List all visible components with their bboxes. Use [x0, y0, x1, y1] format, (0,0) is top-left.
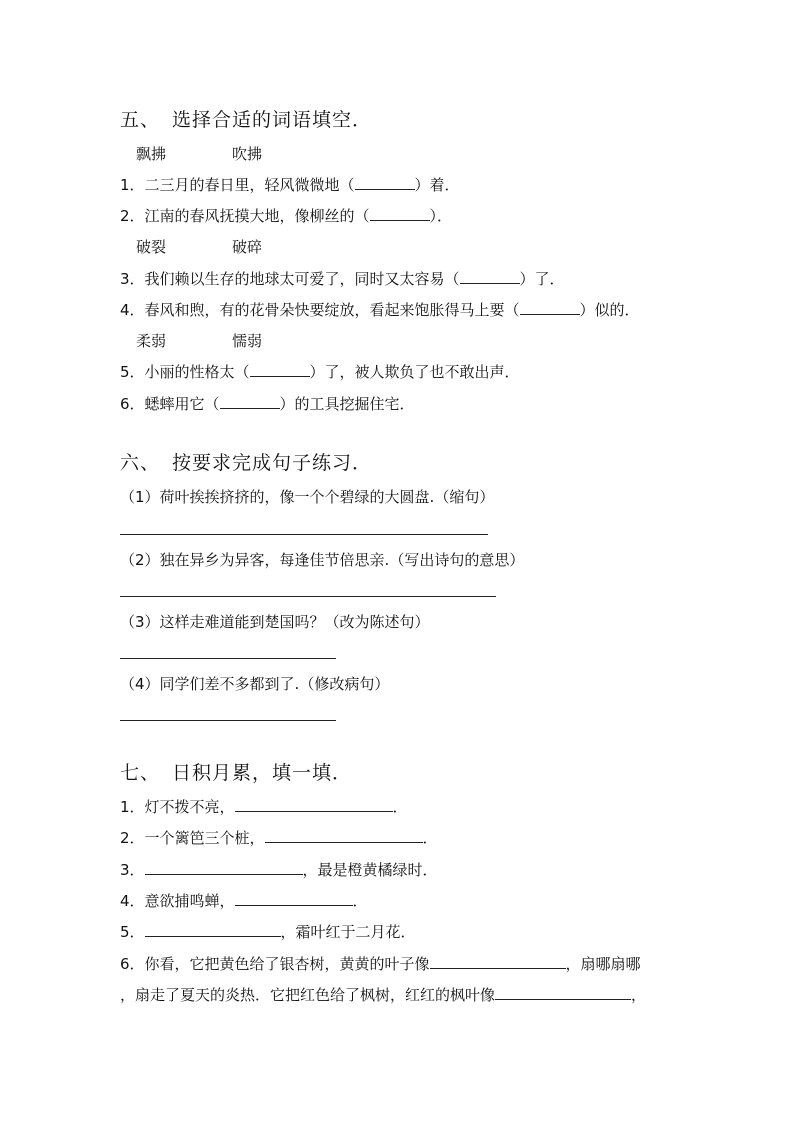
question-item: 5．小丽的性格太（ ）了，被人欺负了也不敢出声． [120, 363, 520, 381]
word-option: 破裂 [136, 238, 167, 256]
exercise-prompt: （1）荷叶挨挨挤挤的，像一个个碧绿的大圆盘.（缩句） [120, 488, 495, 506]
answer-blank[interactable] [145, 922, 281, 937]
answer-blank[interactable] [495, 985, 631, 1000]
answer-blank[interactable] [460, 269, 520, 284]
answer-blank[interactable] [235, 891, 353, 906]
answer-blank[interactable] [220, 394, 280, 409]
section-number: 六、 [120, 452, 161, 474]
fill-item: 2．一个篱笆三个桩， ． [120, 829, 438, 847]
fill-item: 4．意欲捕鸣蝉， ． [120, 892, 368, 910]
question-item: 6．蟋蟀用它（ ）的工具挖掘住宅． [120, 395, 415, 413]
section-number: 七、 [120, 762, 161, 784]
section-number: 五、 [120, 109, 161, 131]
section-title: 选择合适的词语填空． [172, 109, 373, 131]
section-5-heading [120, 108, 372, 132]
word-option: 破碎 [232, 238, 263, 256]
exercise-prompt: （2）独在异乡为异客，每逢佳节倍思亲.（写出诗句的意思） [120, 551, 525, 569]
answer-blank[interactable] [370, 206, 430, 221]
answer-line[interactable] [120, 658, 336, 659]
answer-blank[interactable] [355, 175, 415, 190]
fill-item: 3． ，最是橙黄橘绿时． [120, 861, 438, 879]
section-title: 按要求完成句子练习． [172, 452, 373, 474]
question-item: 3．我们赖以生存的地球太可爱了，同时又太容易（ ）了． [120, 270, 565, 288]
question-item: 2．江南的春风抚摸大地，像柳丝的（ ）． [120, 207, 453, 225]
word-option: 柔弱 [136, 332, 167, 350]
fill-item: 5． ，霜叶红于二月花． [120, 923, 416, 941]
answer-line[interactable] [120, 720, 336, 721]
answer-blank[interactable] [520, 300, 580, 315]
word-option: 飘拂 [136, 145, 167, 163]
answer-blank[interactable] [250, 362, 310, 377]
word-option: 懦弱 [232, 332, 263, 350]
answer-line[interactable] [120, 596, 496, 597]
answer-blank[interactable] [145, 860, 303, 875]
word-option: 吹拂 [232, 145, 263, 163]
fill-item-6-line-2: ，扇走了夏天的炎热．它把红色给了枫树，红红的枫叶像 ， [120, 986, 647, 1004]
question-item: 1．二三月的春日里，轻风微微地（ ）着． [120, 176, 460, 194]
section-7-heading [120, 761, 352, 785]
exercise-prompt: （4）同学们差不多都到了.（修改病句） [120, 675, 390, 693]
fill-item-6-line-1: 6．你看，它把黄色给了银杏树，黄黄的叶子像 ，扇哪扇哪 [120, 955, 641, 973]
exercise-prompt: （3）这样走难道能到楚国吗？（改为陈述句） [120, 613, 430, 631]
answer-blank[interactable] [265, 828, 423, 843]
answer-line[interactable] [120, 534, 488, 535]
section-6-heading [120, 451, 372, 475]
section-title: 日积月累，填一填． [172, 762, 353, 784]
answer-blank[interactable] [235, 797, 393, 812]
answer-blank[interactable] [430, 954, 566, 969]
question-item: 4．春风和煦，有的花骨朵快要绽放，看起来饱胀得马上要（ ）似的． [120, 301, 640, 319]
fill-item: 1．灯不拨不亮， ． [120, 798, 408, 816]
